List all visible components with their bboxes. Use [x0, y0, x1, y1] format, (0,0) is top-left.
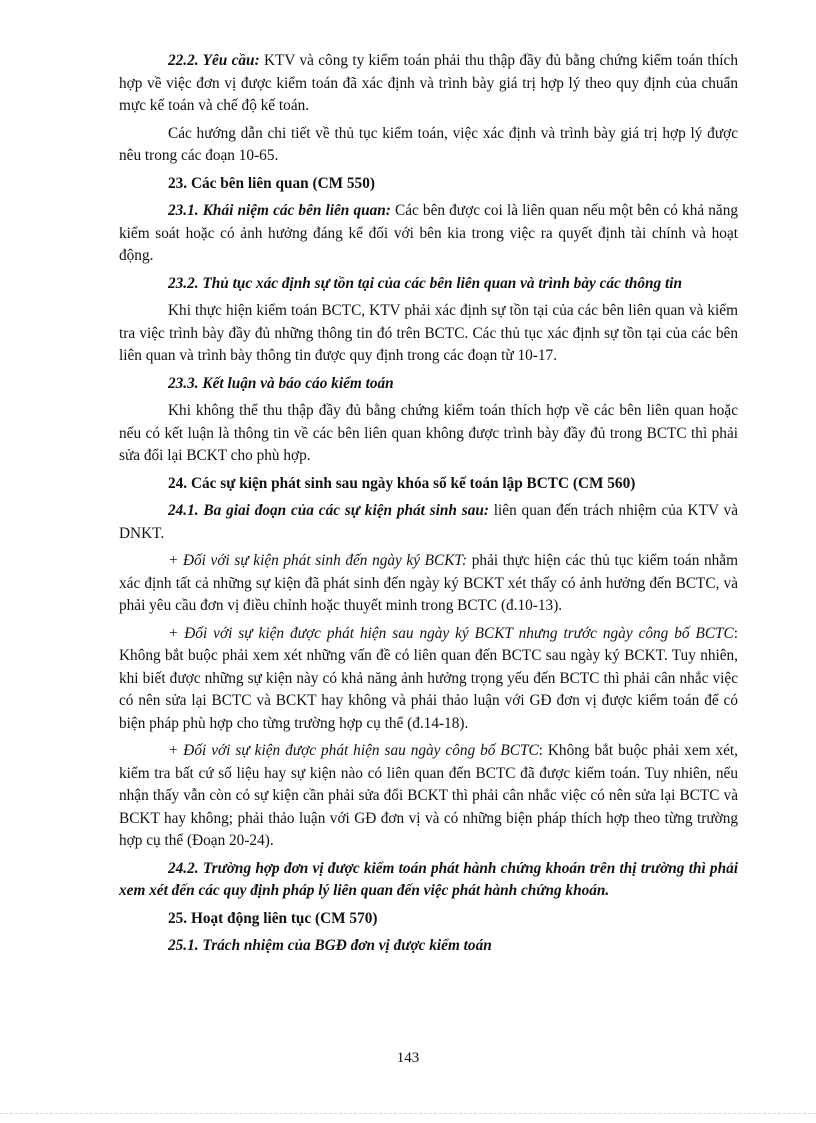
text-24-1-c: : Không bắt buộc phải xem xét, kiểm tra bất cứ số liệu hay sự kiện nào có liên quan đến BCTC đã được kiểm toán. Tuy nhiên, nếu nhận thấy vẫn còn có sự kiện cần phải sửa đổi BCKT thì phải cân nhắc việc có nên sửa lại BCTC và BCKT hay không; phải thảo luận với GĐ đơn vị và có những biện pháp thích hợp theo từng trường hợp cụ thể (Đoạn 20-24).: [119, 742, 738, 849]
heading-23: 23. Các bên liên quan (CM 550): [168, 174, 375, 192]
text-24-1-b: : Không bắt buộc phải xem xét những vấn đề có liên quan đến BCTC sau ngày ký BCKT. Tuy nhiên, khi biết được những sự kiện này có khả năng ảnh hưởng trọng yếu đến BCTC thì phải cân nhắc việc có nên sửa lại BCTC và BCKT hay không và phải thảo luận với GĐ đơn vị được kiểm toán để có biện pháp phù hợp cho từng trường hợp cụ thể (đ.14-18).: [119, 624, 738, 732]
text-22-2: KTV và công ty kiểm toán phải thu thập đầy đủ bằng chứng kiểm toán thích hợp về việc đơn vị được kiểm toán đã xác định và trình bày giá trị hợp lý theo quy định của chuẩn mực kế toán và chế độ kế toán.: [119, 52, 738, 114]
heading-24: 24. Các sự kiện phát sinh sau ngày khóa sổ kế toán lập BCTC (CM 560): [168, 474, 636, 492]
paragraph-23-2: Khi thực hiện kiểm toán BCTC, KTV phải xác định sự tồn tại của các bên liên quan và kiểm tra việc trình bày đầy đủ những thông tin đó trên BCTC. Các thủ tục xác định sự tồn tại của các bên liên quan và trình bày thông tin được quy định trong các đoạn từ 10-17.: [119, 302, 738, 364]
paragraph-24-1: [119, 500, 738, 545]
lead-24-1: 24.1. Ba giai đoạn của các sự kiện phát sinh sau:: [168, 502, 489, 519]
text-23-1: Các bên được coi là liên quan nếu một bên có khả năng kiểm soát hoặc có ảnh hưởng đáng kể đối với bên kia trong việc ra quyết định tài chính và hoạt động.: [119, 202, 739, 264]
lead-24-1-c: + Đối với sự kiện được phát hiện sau ngày công bố BCTC: [168, 742, 539, 759]
paragraph-23-1: [119, 200, 738, 268]
lead-23-1: 23.1. Khái niệm các bên liên quan:: [168, 202, 391, 219]
heading-23-3: 23.3. Kết luận và báo cáo kiểm toán: [168, 374, 394, 392]
bottom-divider: [0, 1113, 816, 1114]
paragraph-24-1-c: [119, 740, 738, 853]
lead-24-1-b: + Đối với sự kiện được phát hiện sau ngày ký BCKT nhưng trước ngày công bố BCTC: [168, 624, 734, 642]
heading-25-1: 25.1. Trách nhiệm của BGĐ đơn vị được kiểm toán: [168, 937, 492, 954]
paragraph-24-1-a: [119, 550, 738, 618]
heading-23-2: 23.2. Thủ tục xác định sự tồn tại của các bên liên quan và trình bày các thông tin: [168, 274, 683, 292]
paragraph-22-2: [119, 50, 738, 118]
document-page: [119, 50, 738, 963]
paragraph-22-2-details: Các hướng dẫn chi tiết về thủ tục kiểm toán, việc xác định và trình bày giá trị hợp lý được nêu trong các đoạn 10-65.: [119, 124, 738, 164]
paragraph-23-3: Khi không thể thu thập đầy đủ bằng chứng kiểm toán thích hợp về các bên liên quan hoặc nếu có kết luận là thông tin về các bên liên quan không được trình bày đầy đủ trong BCTC thì phải sửa đổi lại BCKT cho phù hợp.: [119, 402, 738, 464]
lead-24-1-a: + Đối với sự kiện phát sinh đến ngày ký BCKT:: [168, 552, 468, 569]
paragraph-24-1-b: [119, 623, 738, 736]
lead-22-2: 22.2. Yêu cầu:: [168, 52, 260, 69]
text-24-1-a: phải thực hiện các thủ tục kiểm toán nhằm xác định tất cả những sự kiện đã phát sinh đến ngày ký BCKT xét thấy có ảnh hưởng đến BCTC, và phải yêu cầu đơn vị điều chỉnh hoặc thuyết minh trong BCTC (đ.10-13).: [119, 552, 738, 614]
paragraph-24-2: 24.2. Trường hợp đơn vị được kiểm toán phát hành chứng khoán trên thị trường thì phải xem xét đến các quy định pháp lý liên quan đến việc phát hành chứng khoán.: [119, 859, 738, 899]
heading-25: 25. Hoạt động liên tục (CM 570): [168, 909, 378, 927]
page-number: 143: [396, 1050, 420, 1066]
text-24-1: liên quan đến trách nhiệm của KTV và DNKT.: [119, 502, 738, 542]
